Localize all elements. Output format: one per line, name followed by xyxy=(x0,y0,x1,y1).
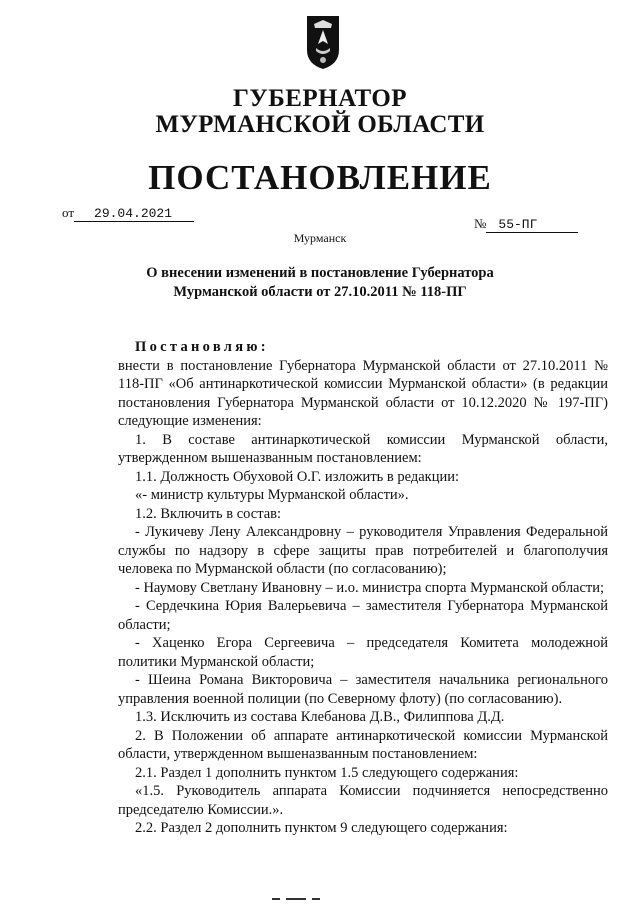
body-paragraph: 2. В Положении об аппарате антинаркотической комиссии Мурманской области, утвержденном вышеназванным постановлением: xyxy=(118,727,608,762)
resolution-lead: Постановляю: xyxy=(135,339,269,355)
body-paragraph: 1.1. Должность Обуховой О.Г. изложить в редакции: xyxy=(135,468,460,485)
body-paragraph: - Наумову Светлану Ивановну – и.о. министра спорта Мурманской области; xyxy=(135,579,605,596)
document-type: ПОСТАНОВЛЕНИЕ xyxy=(148,158,492,197)
issuer-title-line2: МУРМАНСКОЙ ОБЛАСТИ xyxy=(155,111,485,138)
body-paragraph: - Сердечкина Юрия Валерьевича – заместителя Губернатора Мурманской области; xyxy=(118,598,608,633)
date-value: 29.04.2021 xyxy=(74,206,194,222)
body-paragraph: 1. В составе антинаркотической комиссии Мурманской области, утвержденном вышеназванным постановлением: xyxy=(118,431,608,466)
subject-line2: Мурманской области от 27.10.2011 № 118-ПГ xyxy=(173,284,467,300)
city: Мурманск xyxy=(293,231,347,245)
issuer-title-line1: ГУБЕРНАТОР xyxy=(232,85,408,112)
body-paragraph: «- министр культуры Мурманской области». xyxy=(135,487,409,503)
body-paragraph: 2.2. Раздел 2 дополнить пунктом 9 следующего содержания: xyxy=(135,820,508,836)
body-paragraph: - Лукичеву Лену Александровну – руководителя Управления Федеральной службы по надзору в сфере защиты прав потребителей и благополучия человека по Мурманской области (по согласованию); xyxy=(118,524,608,577)
body-paragraph: - Шеина Романа Викторовича – заместителя начальника регионального управления военной полиции (по Северному флоту) (по согласованию). xyxy=(118,672,608,707)
date-prefix: от xyxy=(62,205,75,220)
body-paragraph: «1.5. Руководитель аппарата Комиссии подчиняется непосредственно председателю Комиссии.». xyxy=(118,783,608,818)
number-prefix: № xyxy=(474,216,487,231)
coat-of-arms-icon xyxy=(304,14,342,70)
subject-line1: О внесении изменений в постановление Губернатора xyxy=(146,265,494,281)
document-date xyxy=(62,205,194,222)
scan-artifact-marks xyxy=(272,898,348,904)
body-paragraph: 2.1. Раздел 1 дополнить пунктом 1.5 следующего содержания: xyxy=(135,764,519,781)
number-value: 55-ПГ xyxy=(486,217,578,233)
body-paragraph: - Хаценко Егора Сергеевича – председателя Комитета молодежной политики Мурманской области; xyxy=(118,635,608,670)
body-paragraph: внести в постановление Губернатора Мурманской области от 27.10.2011 № 118-ПГ «Об антинаркотической комиссии Мурманской области» (в редакции постановления Губернатора Мурманской области от 10.12.2020 № 197-ПГ) следующие изменения: xyxy=(118,357,608,429)
body-paragraph: 1.3. Исключить из состава Клебанова Д.В., Филиппова Д.Д. xyxy=(135,709,505,725)
document-body xyxy=(118,338,608,838)
body-paragraph: 1.2. Включить в состав: xyxy=(135,505,282,522)
